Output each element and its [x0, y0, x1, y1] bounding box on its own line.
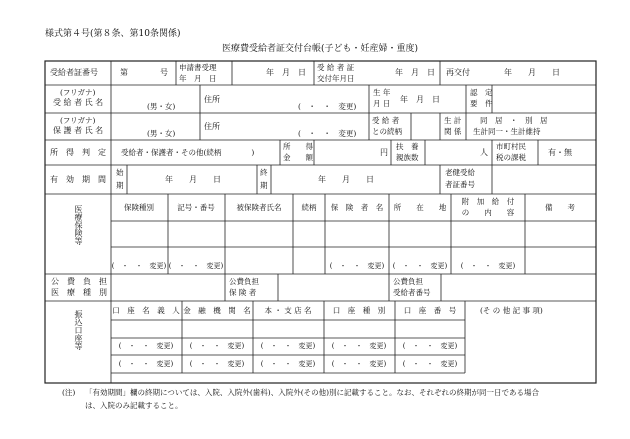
income-amount-unit: 円	[380, 148, 388, 157]
income-judgement-label: 所 得 判 定	[50, 148, 106, 157]
bank-change-number-1[interactable]: ( ・ ・ 変更)	[402, 342, 458, 350]
insurance-change-4[interactable]: ( ・ ・ 変更)	[392, 262, 448, 270]
guardian-name-label: 保 護 者 氏 名	[53, 126, 104, 135]
insurance-header-insurer: 保 険 者 名	[330, 203, 384, 212]
insurance-header-benefit-2: の 内 容	[461, 208, 515, 217]
public-burden-recipient-label: 公費負担	[393, 277, 423, 286]
dob-field[interactable]: 年 月 日	[400, 95, 440, 104]
form-number: 様式第４号(第８条、第10条関係)	[45, 29, 181, 39]
relation-label-2: との続柄	[372, 127, 402, 136]
dependents-label: 扶 養	[396, 142, 419, 151]
insurance-header-type: 保険種別	[124, 203, 154, 212]
recipient-number-label: 受給者証番号	[50, 68, 98, 77]
bank-change-branch-2[interactable]: ( ・ ・ 変更)	[260, 360, 316, 368]
bank-change-holder-1[interactable]: ( ・ ・ 変更)	[118, 342, 174, 350]
guardian-gender[interactable]: (男・女)	[147, 129, 176, 138]
elderly-number-label: 老健受給	[445, 168, 475, 177]
dob-label: 生 年	[373, 88, 391, 97]
bank-header-branch: 本 ・ 支 店 名	[264, 306, 312, 315]
bank-header-account-number: 口 座 番 号	[403, 306, 457, 315]
insurance-header-remarks: 備 考	[545, 203, 575, 212]
insurance-change-3[interactable]: ( ・ ・ 変更)	[329, 262, 385, 270]
municipal-tax-label-2: 税の課税	[496, 153, 526, 162]
guardian-address-label: 住所	[204, 122, 220, 131]
medical-insurance-label: 医療保険等	[74, 205, 83, 245]
number-suffix: 号	[160, 68, 168, 77]
form-title: 医療費受給者証交付台帳(子ども・妊産婦・重度)	[221, 44, 419, 54]
bank-change-type-1[interactable]: ( ・ ・ 変更)	[331, 342, 387, 350]
bank-header-holder: 口 座 名 義 人	[112, 306, 180, 315]
bank-change-institution-1[interactable]: ( ・ ・ 変更)	[189, 342, 245, 350]
certification-label-2: 要 件	[470, 99, 493, 108]
insurance-header-insured-name: 被保険者氏名	[236, 203, 282, 212]
footnote-line-2: は、入院のみ記載すること。	[85, 401, 183, 410]
bank-header-account-type: 口 座 種 別	[332, 306, 386, 315]
bank-change-holder-2[interactable]: ( ・ ・ 変更)	[118, 360, 174, 368]
dob-label-2: 月 日	[373, 99, 391, 108]
application-date-label: 申請書受理	[179, 63, 217, 72]
end-label: 終	[260, 168, 268, 177]
end-label-2: 期	[260, 181, 268, 190]
relation-label: 受 給 者	[372, 116, 400, 125]
bank-account-label: 振込口座等	[74, 310, 83, 350]
start-label-2: 期	[116, 181, 124, 190]
income-amount-label: 所 得	[283, 142, 313, 151]
bank-header-institution: 金 融 機 関 名	[183, 306, 251, 315]
number-prefix: 第	[120, 68, 128, 77]
end-date-field[interactable]: 年 月 日	[318, 175, 374, 184]
income-amount-label-2: 金 額	[283, 153, 313, 162]
public-burden-type-label: 公 費 負 担	[51, 277, 107, 286]
guardian-address-change[interactable]: ( ・ ・ 変更)	[298, 129, 357, 138]
elderly-number-label-2: 者証番号	[445, 180, 475, 189]
municipal-tax-options[interactable]: 有・無	[548, 148, 572, 157]
public-burden-recipient-label-2: 受給者番号	[393, 288, 431, 297]
insurance-change-5[interactable]: ( ・ ・ 変更)	[460, 262, 516, 270]
insurance-header-benefit: 附 加 給 付	[461, 197, 515, 206]
bank-other-notes-label: (そ の 他 記 事 項)	[480, 306, 543, 315]
insurance-header-location: 所 在 地	[393, 203, 447, 212]
certification-label: 認 定	[470, 88, 493, 97]
public-burden-type-label-2: 医 療 種 別	[51, 288, 107, 297]
issue-date-label: 受 給 者 証	[317, 63, 355, 72]
start-date-field[interactable]: 年 月 日	[165, 175, 221, 184]
insurance-header-relation: 続柄	[301, 203, 317, 212]
household-label: 生 計	[444, 116, 462, 125]
public-burden-payer-label-2: 保 険 者	[229, 288, 257, 297]
insurance-change-1[interactable]: ( ・ ・ 変更)	[111, 262, 167, 270]
application-date-field[interactable]: 年 月 日	[266, 68, 306, 77]
recipient-address-label: 住所	[204, 95, 220, 104]
household-option-2[interactable]: 生計同一・生計維持	[473, 127, 541, 136]
reissue-date-field[interactable]: 年 月 日	[504, 68, 560, 77]
dependents-unit: 人	[480, 148, 488, 157]
recipient-address-change[interactable]: ( ・ ・ 変更)	[298, 102, 357, 111]
insurance-change-2[interactable]: ( ・ ・ 変更)	[168, 262, 224, 270]
footnote-mark: (注)	[62, 388, 76, 397]
guardian-furigana-label: (フリガナ)	[60, 116, 96, 125]
start-label: 始	[116, 168, 124, 177]
income-judgement-options[interactable]: 受給者・保護者・その他(続柄 )	[121, 148, 255, 157]
household-option-1[interactable]: 同 居 ・ 別 居	[480, 116, 548, 125]
bank-change-institution-2[interactable]: ( ・ ・ 変更)	[189, 360, 245, 368]
issue-date-label-2: 交付年月日	[317, 74, 355, 83]
insurance-header-symbol: 記号・番号	[177, 203, 215, 212]
municipal-tax-label: 市町村民	[496, 142, 526, 151]
bank-change-branch-1[interactable]: ( ・ ・ 変更)	[260, 342, 316, 350]
recipient-gender[interactable]: (男・女)	[147, 102, 176, 111]
recipient-name-label: 受 給 者 氏 名	[53, 98, 104, 107]
reissue-label: 再交付	[446, 68, 470, 77]
issue-date-field[interactable]: 年 月 日	[395, 68, 435, 77]
bank-change-type-2[interactable]: ( ・ ・ 変更)	[331, 360, 387, 368]
public-burden-payer-label: 公費負担	[229, 277, 259, 286]
bank-change-number-2[interactable]: ( ・ ・ 変更)	[402, 360, 458, 368]
footnote-line-1: 「有効期間」欄の終期については、入院、入院外(歯科)、入院外(その他)別に記載すること。なお、それぞれの終期が同一日である場合	[85, 388, 540, 397]
application-date-label-2: 年 月 日	[179, 74, 217, 83]
household-label-2: 関 係	[444, 127, 462, 136]
furigana-label: (フリガナ)	[60, 88, 96, 97]
dependents-label-2: 親族数	[396, 153, 419, 162]
validity-period-label: 有 効 期 間	[50, 175, 106, 184]
